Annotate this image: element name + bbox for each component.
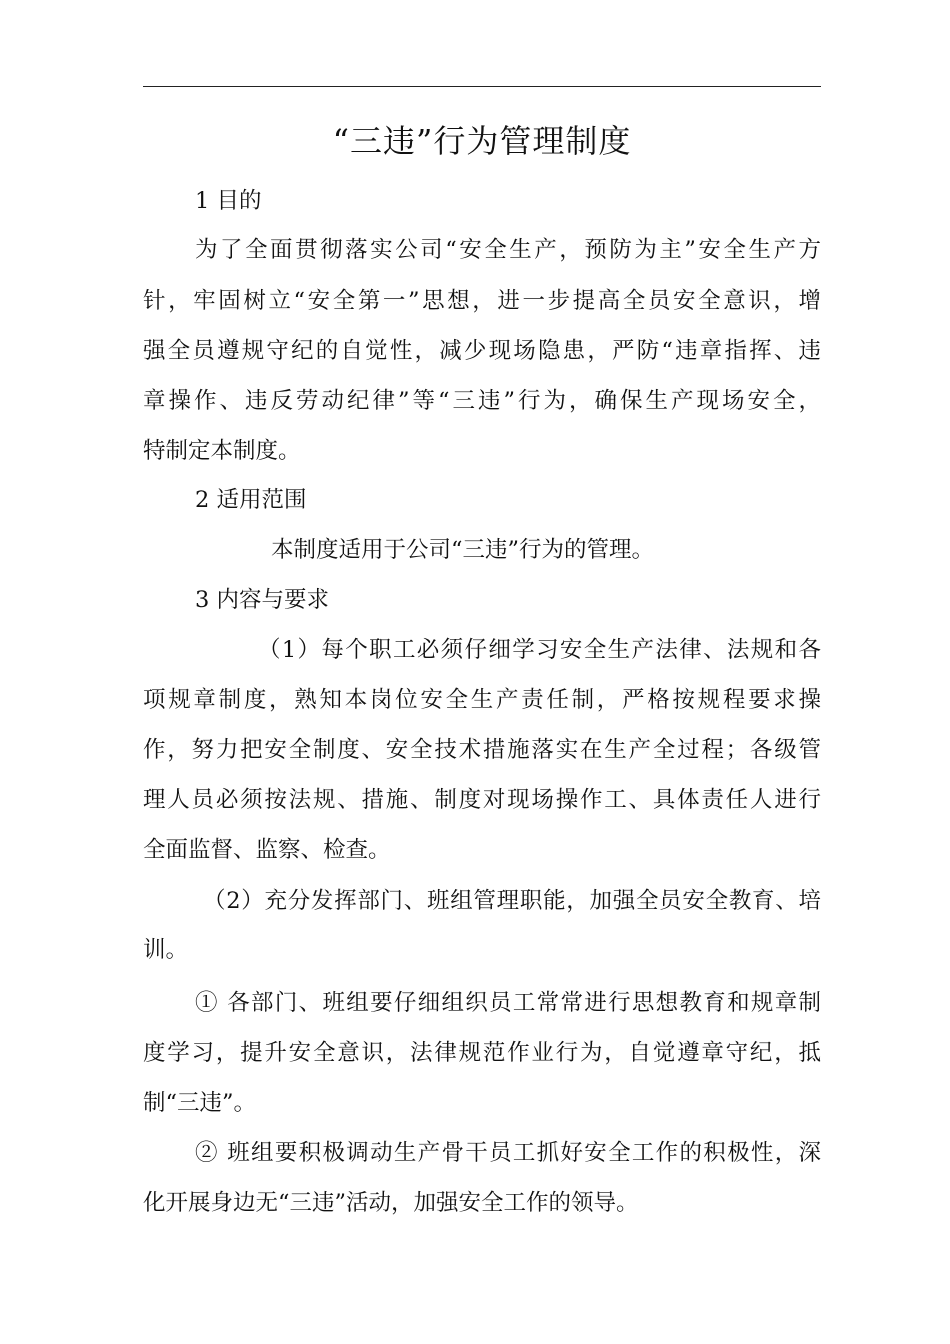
- paragraph-line: 作，努力把安全制度、安全技术措施落实在生产全过程；各级管: [143, 737, 821, 763]
- paragraph-line: 训。: [143, 937, 189, 963]
- paragraph-line: 度学习，提升安全意识，法律规范作业行为，自觉遵章守纪，抵: [143, 1040, 821, 1066]
- paragraph-line: 制“三违”。: [143, 1090, 257, 1116]
- paragraph-line: ① 各部门、班组要仔细组织员工常常进行思想教育和规章制: [195, 990, 821, 1016]
- paragraph-line: （2）充分发挥部门、班组管理职能，加强全员安全教育、培: [203, 888, 821, 914]
- paragraph-line: （1）每个职工必须仔细学习安全生产法律、法规和各: [258, 637, 821, 663]
- paragraph-line: ② 班组要积极调动生产骨干员工抓好安全工作的积极性，深: [195, 1140, 821, 1166]
- paragraph-line: 全面监督、监察、检查。: [143, 837, 391, 863]
- paragraph-line: 本制度适用于公司“三违”行为的管理。: [271, 537, 655, 563]
- paragraph-line: 特制定本制度。: [143, 438, 301, 464]
- section-heading-requirements: 3 内容与要求: [195, 587, 329, 613]
- paragraph-line: 章操作、违反劳动纪律”等“三违”行为，确保生产现场安全，: [143, 388, 821, 414]
- section-heading-purpose: 1 目的: [195, 188, 262, 214]
- document-title: “三违”行为管理制度: [332, 122, 632, 160]
- paragraph-line: 项规章制度，熟知本岗位安全生产责任制，严格按规程要求操: [143, 687, 821, 713]
- header-rule: [143, 86, 821, 87]
- paragraph-line: 针，牢固树立“安全第一”思想，进一步提高全员安全意识，增: [143, 288, 821, 314]
- paragraph-line: 强全员遵规守纪的自觉性，减少现场隐患，严防“违章指挥、违: [143, 338, 821, 364]
- paragraph-line: 化开展身边无“三违”活动，加强安全工作的领导。: [143, 1190, 639, 1216]
- paragraph-line: 为了全面贯彻落实公司“安全生产，预防为主”安全生产方: [195, 237, 821, 263]
- section-heading-scope: 2 适用范围: [195, 487, 307, 513]
- paragraph-line: 理人员必须按法规、措施、制度对现场操作工、具体责任人进行: [143, 787, 821, 813]
